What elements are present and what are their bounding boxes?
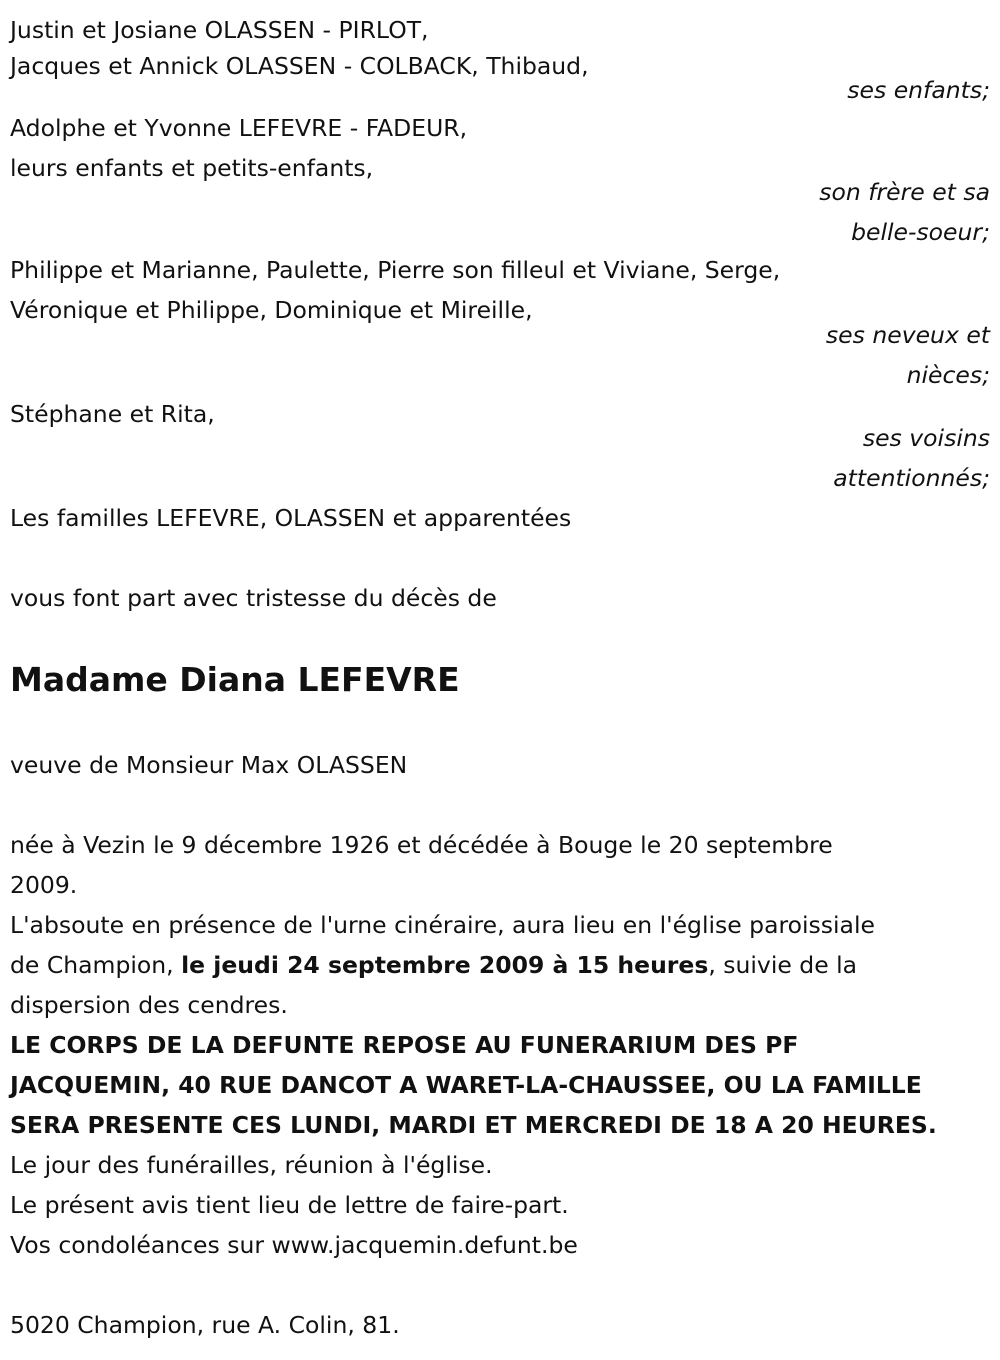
- condolences-line: Vos condoléances sur www.jacquemin.defunt.be: [10, 1231, 578, 1259]
- relation-label: ses neveux et: [825, 321, 990, 349]
- families-line: Les familles LEFEVRE, OLASSEN et apparentées: [10, 504, 572, 532]
- birth-death: 2009.: [10, 871, 78, 899]
- note-line: Le jour des funérailles, réunion à l'église.: [10, 1151, 493, 1179]
- relation-label: son frère et sa: [819, 178, 990, 206]
- family-line: Stéphane et Rita,: [10, 400, 215, 428]
- family-line: Philippe et Marianne, Paulette, Pierre son filleul et Viviane, Serge,: [10, 256, 781, 284]
- ceremony-line: [10, 945, 857, 985]
- family-line: leurs enfants et petits-enfants,: [10, 154, 374, 182]
- relation-label: belle-soeur;: [851, 218, 990, 246]
- birth-death: née à Vezin le 9 décembre 1926 et décédée à Bouge le 20 septembre: [10, 831, 833, 859]
- family-line: Véronique et Philippe, Dominique et Mireille,: [10, 296, 533, 324]
- ceremony-text: , suivie de la: [708, 951, 858, 979]
- ceremony-line: L'absoute en présence de l'urne cinéraire, aura lieu en l'église paroissiale: [10, 911, 875, 939]
- family-line: Justin et Josiane OLASSEN - PIRLOT,: [10, 16, 429, 44]
- funerarium-line: JACQUEMIN, 40 RUE DANCOT A WARET-LA-CHAUSSEE, OU LA FAMILLE: [10, 1071, 922, 1099]
- deceased-name: Madame Diana LEFEVRE: [10, 660, 460, 699]
- family-line: Adolphe et Yvonne LEFEVRE - FADEUR,: [10, 114, 468, 142]
- relation-label: ses voisins: [862, 424, 990, 452]
- funerarium-line: SERA PRESENTE CES LUNDI, MARDI ET MERCREDI DE 18 A 20 HEURES.: [10, 1111, 937, 1139]
- relation-label: nièces;: [906, 361, 990, 389]
- announcement: vous font part avec tristesse du décès de: [10, 584, 497, 612]
- funerarium-line: LE CORPS DE LA DEFUNTE REPOSE AU FUNERARIUM DES PF: [10, 1031, 799, 1059]
- relation-label: ses enfants;: [847, 76, 990, 104]
- ceremony-text: de Champion,: [10, 951, 182, 979]
- relation-label: attentionnés;: [833, 464, 990, 492]
- widow-of: veuve de Monsieur Max OLASSEN: [10, 751, 408, 779]
- family-line: Jacques et Annick OLASSEN - COLBACK, Thibaud,: [10, 52, 589, 80]
- ceremony-line: dispersion des cendres.: [10, 991, 288, 1019]
- note-line: Le présent avis tient lieu de lettre de faire-part.: [10, 1191, 569, 1219]
- address: 5020 Champion, rue A. Colin, 81.: [10, 1311, 400, 1339]
- ceremony-date: le jeudi 24 septembre 2009 à 15 heures: [181, 951, 709, 979]
